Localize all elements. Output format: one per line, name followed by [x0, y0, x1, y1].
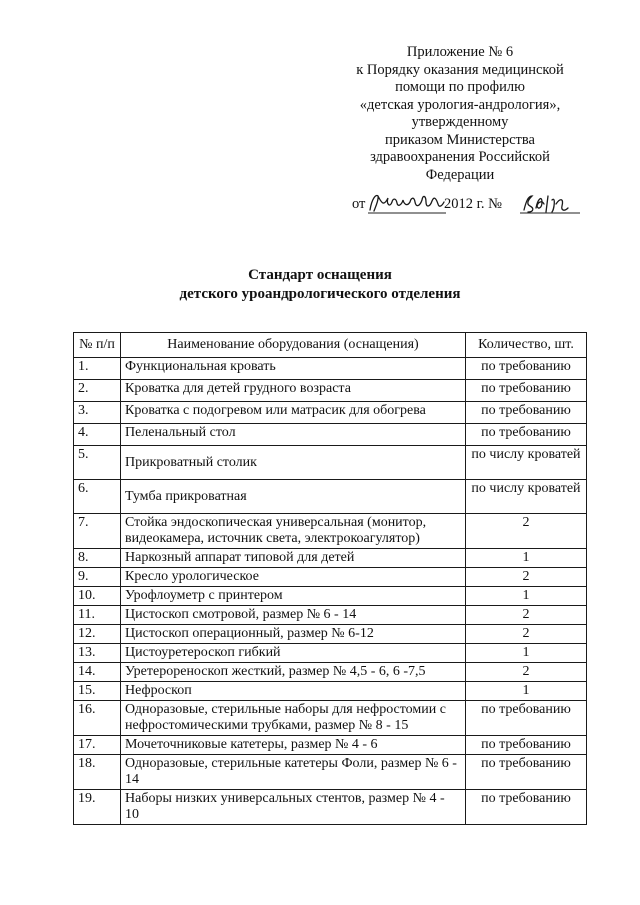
document-subtitle: детского уроандрологического отделения: [179, 286, 461, 302]
equipment-name-cell: Пеленальный стол: [121, 424, 466, 446]
row-number-cell: 7.: [74, 514, 121, 549]
row-number-cell: 15.: [74, 682, 121, 701]
equipment-name-cell: Нефроскоп: [121, 682, 466, 701]
equipment-name-cell: Кроватка с подогревом или матрасик для обогрева: [121, 402, 466, 424]
header-num: № п/п: [74, 333, 121, 358]
quantity-cell: 2: [466, 606, 587, 625]
header-qty: Количество, шт.: [466, 333, 587, 358]
appendix-line: к Порядку оказания медицинской: [356, 61, 564, 78]
quantity-cell: 1: [466, 549, 587, 568]
equipment-name-cell: Тумба прикроватная: [121, 480, 466, 514]
header-name: Наименование оборудования (оснащения): [121, 333, 466, 358]
order-date-number-line: [352, 190, 582, 216]
table-row: [74, 701, 587, 736]
equipment-name-cell: Одноразовые, стерильные наборы для нефростомии с нефростомическими трубками, размер № 8 - 15: [121, 701, 466, 736]
row-number-cell: 18.: [74, 755, 121, 790]
appendix-line: утвержденному: [411, 114, 509, 130]
equipment-name-cell: Цистоуретероскоп гибкий: [121, 644, 466, 663]
row-number-cell: 13.: [74, 644, 121, 663]
table-row: [74, 644, 587, 663]
equipment-name-cell: Кресло урологическое: [121, 568, 466, 587]
equipment-name-cell: Функциональная кровать: [121, 358, 466, 380]
equipment-name-cell: Наркозный аппарат типовой для детей: [121, 549, 466, 568]
row-number-cell: 14.: [74, 663, 121, 682]
row-number-cell: 12.: [74, 625, 121, 644]
table-row: [74, 380, 587, 402]
quantity-cell: 1: [466, 644, 587, 663]
table-header-row: [74, 333, 587, 358]
quantity-cell: 1: [466, 682, 587, 701]
appendix-line: «детская урология-андрология»,: [359, 96, 561, 113]
handwritten-date: [366, 190, 446, 216]
quantity-cell: по требованию: [466, 424, 587, 446]
row-number-cell: 2.: [74, 380, 121, 402]
appendix-line: Приложение № 6: [406, 44, 514, 60]
table-row: [74, 446, 587, 480]
table-body: [74, 358, 587, 825]
date-prefix: от: [352, 196, 366, 212]
equipment-name-cell: Цистоскоп смотровой, размер № 6 - 14: [121, 606, 466, 625]
table-row: [74, 682, 587, 701]
appendix-line: приказом Министерства: [385, 131, 535, 148]
equipment-name-cell: Цистоскоп операционный, размер № 6-12: [121, 625, 466, 644]
table-row: [74, 606, 587, 625]
appendix-line: здравоохранения Российской: [370, 149, 550, 165]
table-row: [74, 424, 587, 446]
row-number-cell: 11.: [74, 606, 121, 625]
quantity-cell: 2: [466, 625, 587, 644]
equipment-name-cell: Мочеточниковые катетеры, размер № 4 - 6: [121, 736, 466, 755]
quantity-cell: по требованию: [466, 790, 587, 825]
equipment-name-cell: Уретерореноскоп жесткий, размер № 4,5 - 6, 6 -7,5: [121, 663, 466, 682]
equipment-name-cell: Кроватка для детей грудного возраста: [121, 380, 466, 402]
table-row: [74, 402, 587, 424]
row-number-cell: 9.: [74, 568, 121, 587]
equipment-name-cell: Наборы низких универсальных стентов, размер № 4 - 10: [121, 790, 466, 825]
table-row: [74, 358, 587, 380]
row-number-cell: 6.: [74, 480, 121, 514]
quantity-cell: по требованию: [466, 701, 587, 736]
table-row: [74, 736, 587, 755]
row-number-cell: 1.: [74, 358, 121, 380]
table-row: [74, 514, 587, 549]
document-title: Стандарт оснащения: [248, 267, 392, 283]
appendix-line: помощи по профилю: [395, 79, 525, 95]
equipment-name-cell: Урофлоуметр с принтером: [121, 587, 466, 606]
row-number-cell: 5.: [74, 446, 121, 480]
row-number-cell: 8.: [74, 549, 121, 568]
equipment-name-cell: Стойка эндоскопическая универсальная (монитор, видеокамера, источник света, электрокоагулятор): [121, 514, 466, 549]
row-number-cell: 3.: [74, 402, 121, 424]
quantity-cell: по требованию: [466, 755, 587, 790]
table-row: [74, 625, 587, 644]
row-number-cell: 16.: [74, 701, 121, 736]
equipment-name-cell: Одноразовые, стерильные катетеры Фоли, размер № 6 - 14: [121, 755, 466, 790]
table-row: [74, 568, 587, 587]
table-row: [74, 549, 587, 568]
table-row: [74, 480, 587, 514]
appendix-line: Федерации: [425, 166, 495, 183]
equipment-name-cell: Прикроватный столик: [121, 446, 466, 480]
quantity-cell: 1: [466, 587, 587, 606]
table-row: [74, 663, 587, 682]
quantity-cell: по числу кроватей: [466, 480, 587, 514]
order-year-label: 2012 г. №: [444, 196, 503, 212]
quantity-cell: 2: [466, 663, 587, 682]
table-row: [74, 587, 587, 606]
row-number-cell: 4.: [74, 424, 121, 446]
quantity-cell: 2: [466, 514, 587, 549]
row-number-cell: 17.: [74, 736, 121, 755]
quantity-cell: по числу кроватей: [466, 446, 587, 480]
quantity-cell: по требованию: [466, 736, 587, 755]
table-row: [74, 790, 587, 825]
quantity-cell: по требованию: [466, 358, 587, 380]
appendix-header: [340, 44, 580, 184]
quantity-cell: по требованию: [466, 380, 587, 402]
table-row: [74, 755, 587, 790]
row-number-cell: 10.: [74, 587, 121, 606]
quantity-cell: 2: [466, 568, 587, 587]
row-number-cell: 19.: [74, 790, 121, 825]
equipment-table: [73, 332, 587, 825]
handwritten-order-number: [520, 190, 582, 216]
quantity-cell: по требованию: [466, 402, 587, 424]
